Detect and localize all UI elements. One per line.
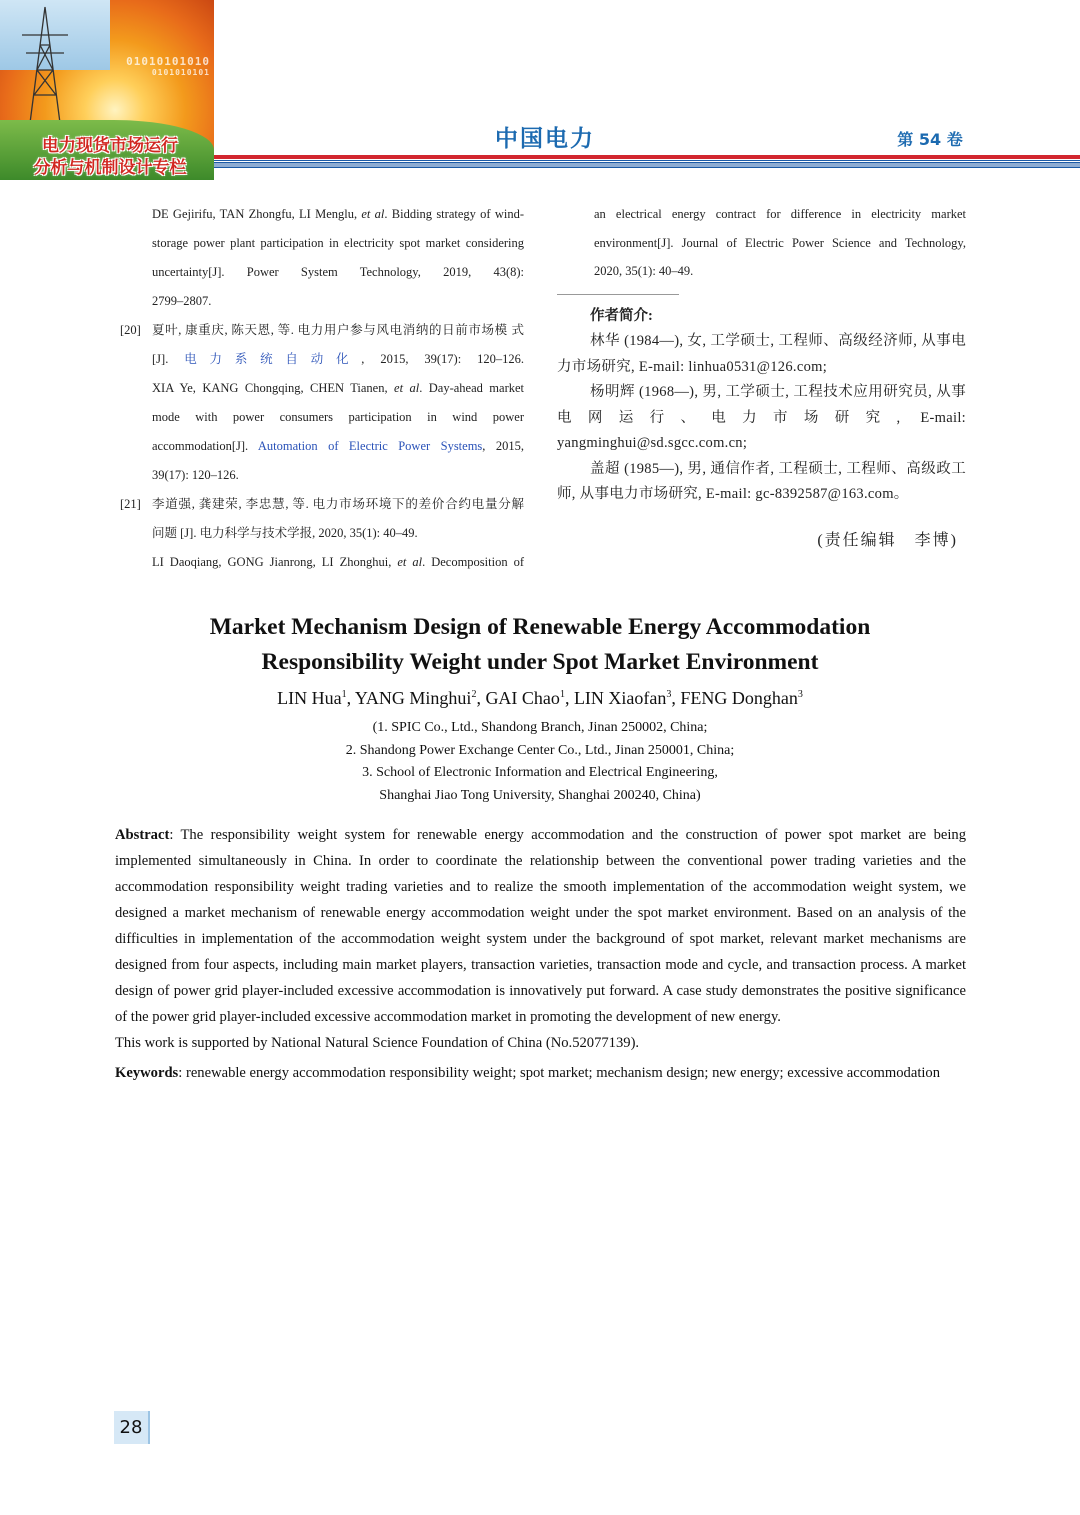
reference-21: [120, 490, 524, 519]
banner-digits: [126, 55, 210, 77]
bio-lin-hua: 林华 (1984—), 女, 工学硕士, 工程师、高级经济师, 从事电力市场研究, E-mail: linhua0531@126.com;: [557, 333, 966, 375]
reference-20: [120, 316, 524, 461]
header-rule-red: [214, 155, 1080, 159]
abstract-text: : The responsibility weight system for renewable energy accommodation and the construction of power spot market are being implemented simultaneously in China. In order to coordinate the relationship between the conventional power trading varieties and the accommodation responsibility weight trading varieties and to realize the smooth implementation of the accommodation weight system, we designed a market mechanism of renewable energy accommodation weight under the spot market environment. Based on an analysis of the difficulties in implementation of the accommodation weight system under the background of spot market, relevant market mechanisms are designed from four aspects, including main market players, transaction varieties, transaction mode and cycle, and transaction process. A market design of power grid player-included excessive accommodation is innovatively put forward. A case study demonstrates the positive significance of the power grid player-included excessive accommodation market in promoting the development of new energy.: [115, 827, 966, 1025]
ref-text: wind-storage power plant participation in electricity spot market: [152, 207, 525, 250]
ref-text: 式 [J].: [152, 323, 524, 366]
author-name: LIN Hua: [277, 688, 342, 708]
ref-text: 问题 [J]. 电力科学与技术学报, 2020, 35(1): 40–49.: [152, 526, 418, 540]
ref-text: 夏叶, 康重庆, 陈天恩, 等. 电力用户参与风电消纳的日前市场模: [152, 323, 508, 337]
paper-title-line1: Market Mechanism Design of Renewable Energy Accommodation: [209, 614, 871, 640]
page-number: 28: [114, 1411, 150, 1444]
ref-text: XIA Ye, KANG Chongqing, CHEN Tianen,: [152, 381, 395, 395]
ref-text: . Bidding strategy of: [384, 207, 491, 221]
journal-name: 中国电力: [495, 126, 595, 152]
bio-yang-minghui: 杨明辉 (1968—), 男, 工学硕士, 工程技术应用研究员, 从事电网运行、电力市场研究, E-mail: yangminghui@sd.sgcc.com.cn;: [557, 384, 966, 451]
author-affil-mark: 2: [471, 689, 477, 700]
ref-text: mode with power consumers participation in wind power: [152, 410, 524, 424]
ref-text: . Day-ahead market: [419, 381, 525, 395]
reference-21-line2: [120, 519, 524, 548]
keywords-text: : renewable energy accommodation responsibility weight; spot market; mechanism design; new energy; excessive accommodation: [178, 1065, 941, 1081]
ref-text: an electrical energy contract for difference in electricity market: [594, 207, 966, 221]
abstract-block: [115, 822, 966, 1086]
author-affil-mark: 1: [341, 689, 347, 700]
right-column: [557, 200, 966, 555]
author-name: GAI Chao: [485, 688, 560, 708]
ref-text: 李道强, 龚建荣, 李忠慧, 等. 电力市场环境下的差价合约电量分解: [152, 497, 524, 511]
reference-21-end: [557, 258, 966, 284]
ref-text: , 2015,: [482, 439, 524, 453]
bio-separator: [557, 294, 679, 295]
ref-text: 2020, 35(1): 40–49.: [594, 264, 694, 278]
author-affil-mark: 3: [666, 689, 672, 700]
references-left-column: [120, 200, 524, 577]
author-name: YANG Minghui: [354, 688, 472, 708]
ref-number: [20]: [120, 323, 141, 337]
reference-19-end: [120, 287, 524, 316]
banner-digits-row: 01010101010: [126, 55, 210, 68]
ref-et-al: et al: [394, 381, 420, 395]
ref-text: . Decomposition of: [422, 555, 524, 569]
affiliation-line: (1. SPIC Co., Ltd., Shandong Branch, Jinan 250002, China;: [372, 720, 708, 735]
ref-et-al: et al: [397, 555, 423, 569]
paper-title-line2: Responsibility Weight under Spot Market Environment: [261, 649, 819, 675]
ref-text: , 2015, 39(17): 120–126.: [361, 352, 524, 366]
reference-19-continued: [120, 200, 524, 287]
ref-text: accommodation[J].: [152, 439, 258, 453]
bio-gai-chao: 盖超 (1985—), 男, 通信作者, 工程硕士, 工程师、高级政工师, 从事电力市场研究, E-mail: gc-8392587@163.com。: [557, 460, 966, 502]
ref-text: 39(17): 120–126.: [152, 468, 239, 482]
banner-digits-row: 0101010101: [151, 68, 210, 77]
power-tower-icon: [20, 5, 70, 125]
reference-21-english: [120, 548, 524, 577]
reference-21-continued: [557, 200, 966, 258]
funding-note: This work is supported by National Natural Science Foundation of China (No.52077139).: [115, 1035, 640, 1051]
ref-text: 2799–2807.: [152, 294, 212, 308]
affiliation-line: 3. School of Electronic Information and Electrical Engineering,: [362, 765, 718, 780]
author-name: FENG Donghan: [680, 688, 798, 708]
responsible-editor: (责任编辑 李博): [817, 531, 958, 549]
abstract-paragraph: [115, 822, 966, 1030]
journal-link[interactable]: Automation of Electric Power Systems: [257, 439, 483, 453]
reference-20-end: [120, 461, 524, 490]
ref-text: DE Gejirifu, TAN Zhongfu, LI Menglu,: [152, 207, 362, 221]
author-name: LIN Xiaofan: [573, 688, 667, 708]
ref-number: [21]: [120, 497, 141, 511]
affiliations: [100, 717, 980, 807]
author-affil-mark: 3: [797, 689, 803, 700]
banner-title-line1: 电力现货市场运行: [42, 136, 178, 156]
journal-link[interactable]: 电力系统自动化: [184, 352, 362, 366]
paper-title: [100, 610, 980, 680]
author-affil-mark: 1: [559, 689, 565, 700]
volume-number: 第 54 卷: [897, 130, 963, 149]
ref-text: LI Daoqiang, GONG Jianrong, LI Zhonghui,: [152, 555, 398, 569]
abstract-label: Abstract: [115, 827, 170, 843]
banner-title-line2: 分析与机制设计专栏: [33, 158, 187, 178]
ref-text: environment[J]. Journal of Electric Power Science and Technology,: [594, 236, 966, 250]
affiliation-line: 2. Shandong Power Exchange Center Co., Ltd., Jinan 250001, China;: [345, 742, 735, 758]
affiliation-line: Shanghai Jiao Tong University, Shanghai 200240, China): [379, 787, 701, 803]
ref-et-al: et al: [361, 207, 385, 221]
bio-heading: 作者简介:: [590, 308, 653, 324]
keywords-paragraph: [115, 1060, 966, 1086]
column-banner: [0, 0, 214, 180]
header-rule-blue: [214, 160, 1080, 169]
ref-text: considering uncertainty[J]. Power System Technology, 2019, 43(8):: [152, 236, 525, 279]
keywords-label: Keywords: [115, 1065, 179, 1081]
author-list: LIN Hua$^1$, YANG Minghui$^2$, GAI Chao$^1$, LIN Xiaofan$^3$, FENG Donghan$^3$: [277, 688, 803, 708]
